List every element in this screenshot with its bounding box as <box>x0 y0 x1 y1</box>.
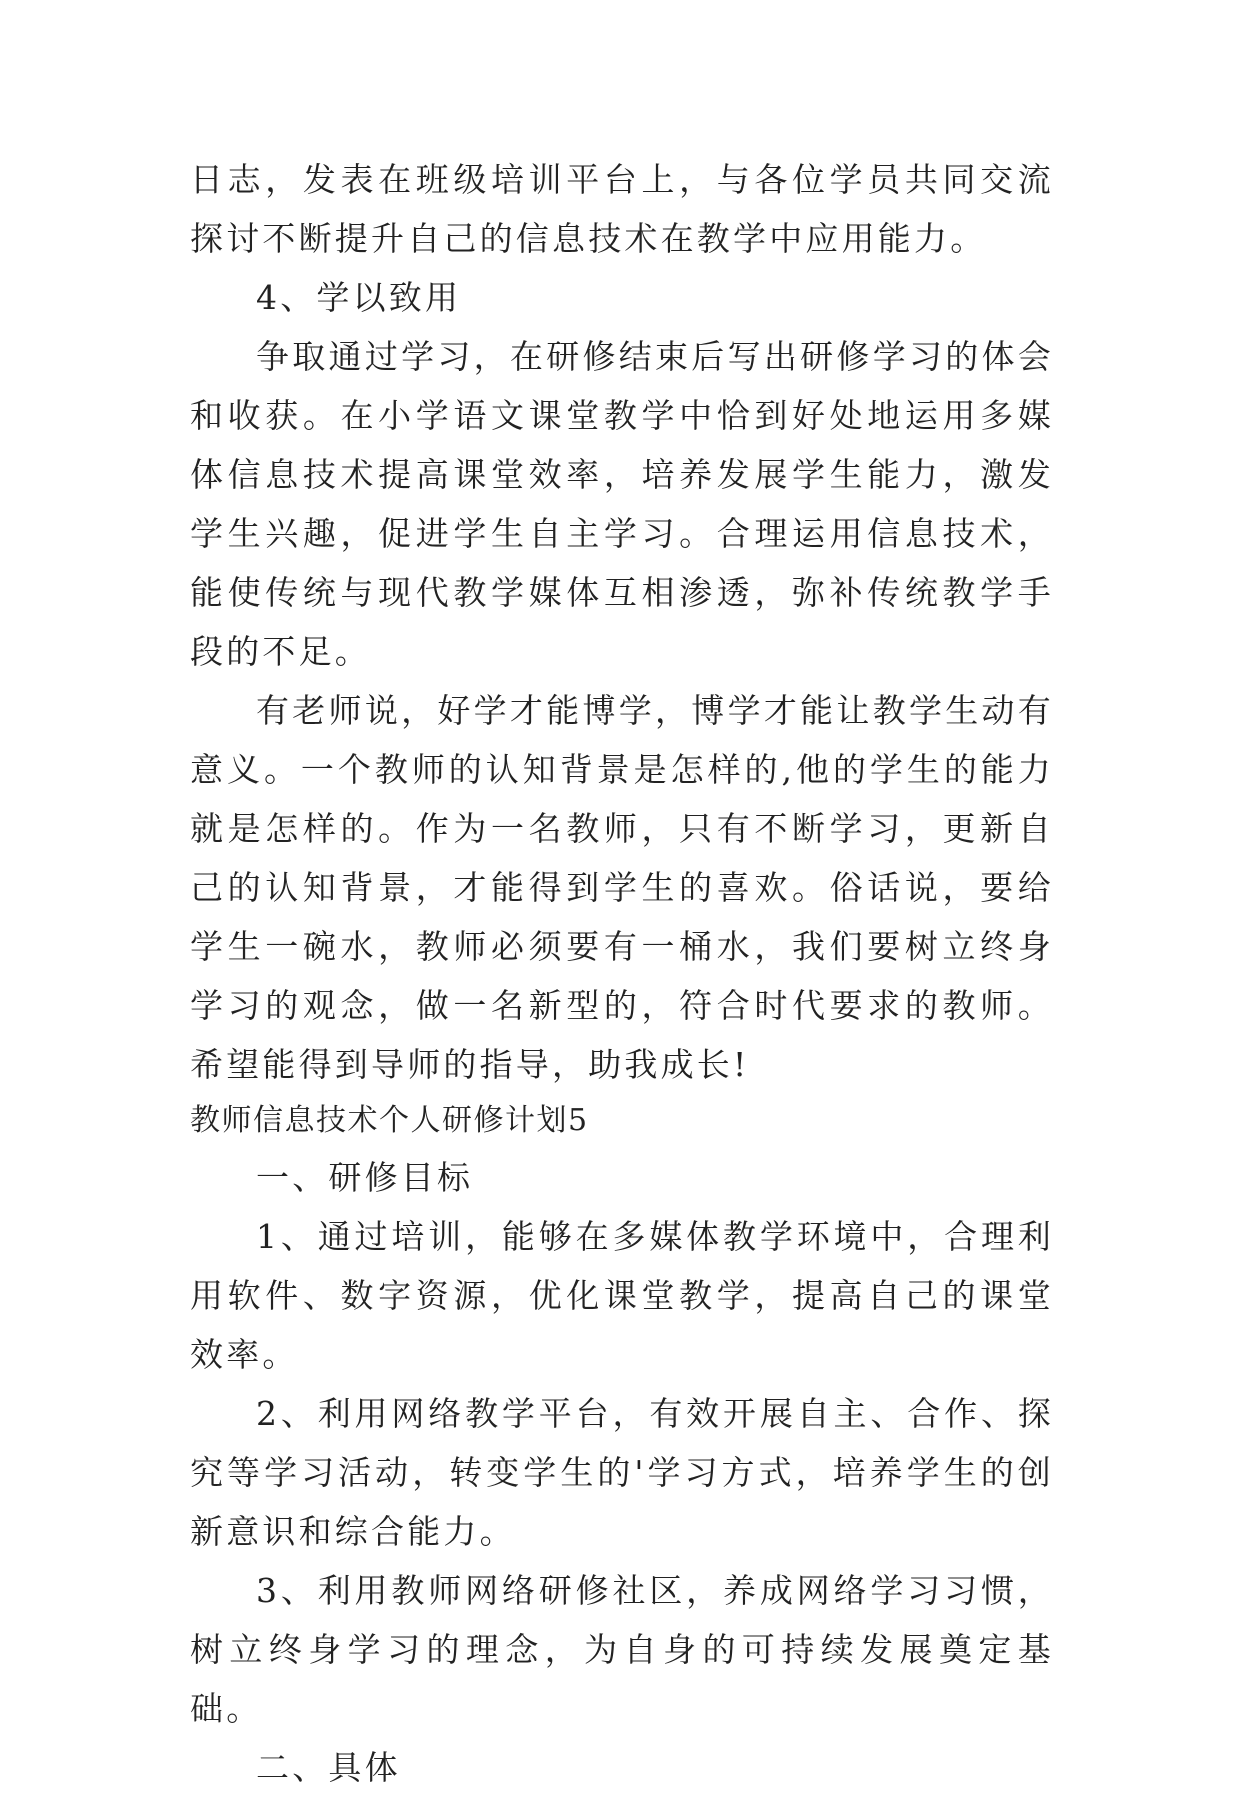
paragraph-goal-1: 1、通过培训，能够在多媒体教学环境中，合理利用软件、数字资源，优化课堂教学，提高自己的课堂效率。 <box>190 1217 1054 1374</box>
paragraph-lifelong-learning: 有老师说，好学才能博学，博学才能让教学生动有意义。一个教师的认知背景是怎样的,他的学生的能力就是怎样的。作为一名教师，只有不断学习，更新自己的认知背景，才能得到学生的喜欢。俗话说，要给学生一碗水，教师必须要有一桶水，我们要树立终身学习的观念，做一名新型的，符合时代要求的教师。希望能得到导师的指导，助我成长! <box>190 691 1054 1084</box>
paragraph-goal-3: 3、利用教师网络研修社区，养成网络学习习惯，树立终身学习的理念，为自身的可持续发展奠定基础。 <box>190 1571 1054 1728</box>
heading-apply-learning: 4、学以致用 <box>256 278 462 317</box>
heading-research-goals: 一、研修目标 <box>256 1158 474 1197</box>
paragraph-log-sharing: 日志，发表在班级培训平台上，与各位学员共同交流探讨不断提升自己的信息技术在教学中应用能力。 <box>190 160 1054 258</box>
document-page <box>190 150 1054 1797</box>
paragraph-learning-outcomes: 争取通过学习，在研修结束后写出研修学习的体会和收获。在小学语文课堂教学中恰到好处地运用多媒体信息技术提高课堂效率，培养发展学生能力，激发学生兴趣，促进学生自主学习。合理运用信息技术，能使传统与现代教学媒体互相渗透，弥补传统教学手段的不足。 <box>190 337 1054 671</box>
heading-specific: 二、具体 <box>256 1748 401 1787</box>
paragraph-goal-2: 2、利用网络教学平台，有效开展自主、合作、探究等学习活动，转变学生的'学习方式，培养学生的创新意识和综合能力。 <box>190 1394 1054 1551</box>
section-title-plan-5: 教师信息技术个人研修计划5 <box>190 1103 589 1138</box>
